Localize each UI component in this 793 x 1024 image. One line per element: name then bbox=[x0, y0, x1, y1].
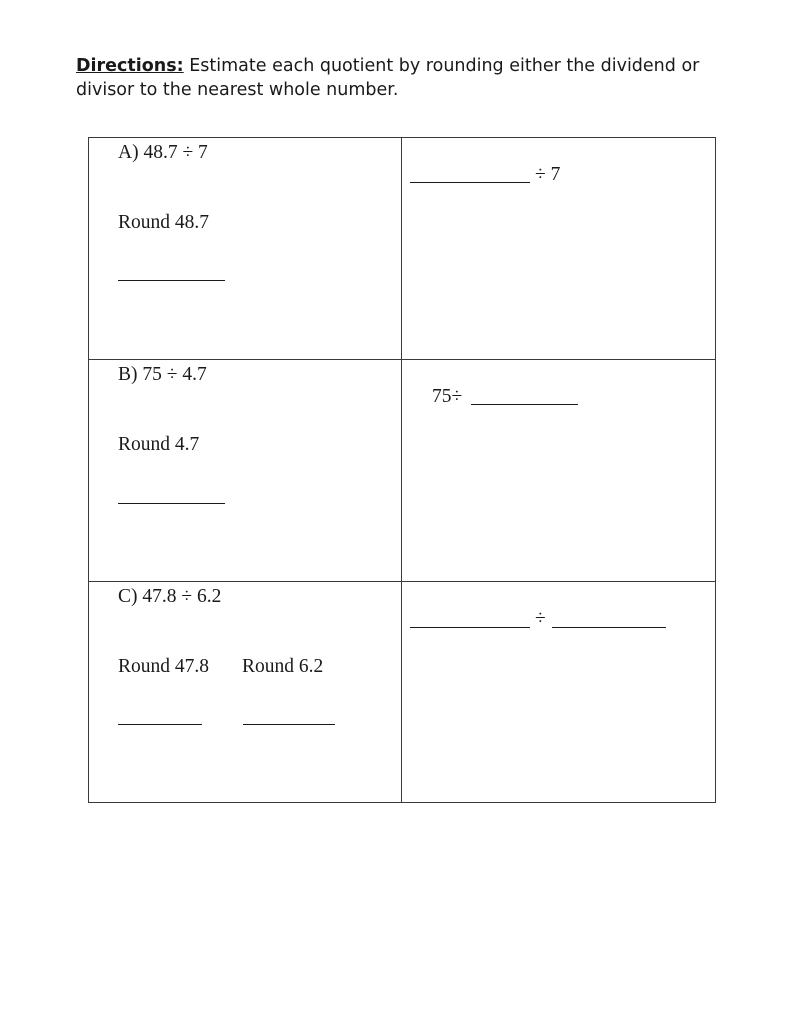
problem-c-right bbox=[402, 582, 715, 802]
problem-b-left bbox=[89, 360, 402, 582]
problem-a-round-label: Round 48.7 bbox=[118, 212, 210, 233]
problem-c-divisor-blank[interactable] bbox=[552, 627, 666, 628]
problem-c-expression: C) 47.8 ÷ 6.2 bbox=[118, 586, 222, 607]
directions-text: Estimate each quotient by rounding either the dividend or divisor to the nearest whole number. bbox=[76, 56, 700, 100]
problem-a-expression: A) 48.7 ÷ 7 bbox=[118, 142, 208, 163]
problem-c-dividend-blank[interactable] bbox=[410, 627, 530, 628]
problem-b-expression: B) 75 ÷ 4.7 bbox=[118, 364, 207, 385]
problem-b-right bbox=[402, 360, 715, 582]
problem-b-dividend-text: 75÷ bbox=[432, 386, 463, 407]
problem-a-dividend-blank[interactable] bbox=[410, 182, 530, 183]
problem-c-round-label-2: Round 6.2 bbox=[242, 656, 324, 677]
problem-c-round-answer-blank-2[interactable] bbox=[243, 724, 335, 725]
problem-table bbox=[88, 137, 716, 803]
problem-a-right bbox=[402, 138, 715, 360]
directions bbox=[76, 54, 716, 102]
problem-b-divisor-blank[interactable] bbox=[471, 404, 578, 405]
problem-c-divide-sign: ÷ bbox=[535, 608, 546, 629]
problem-c-round-label-1: Round 47.8 bbox=[118, 656, 210, 677]
problem-b-round-label: Round 4.7 bbox=[118, 434, 200, 455]
directions-label: Directions: bbox=[76, 56, 184, 76]
problem-a-left bbox=[89, 138, 402, 360]
problem-a-divisor-text: ÷ 7 bbox=[535, 164, 561, 185]
problem-b-round-answer-blank[interactable] bbox=[118, 503, 225, 504]
problem-c-round-answer-blank-1[interactable] bbox=[118, 724, 202, 725]
problem-c-left bbox=[89, 582, 402, 802]
problem-a-round-answer-blank[interactable] bbox=[118, 280, 225, 281]
